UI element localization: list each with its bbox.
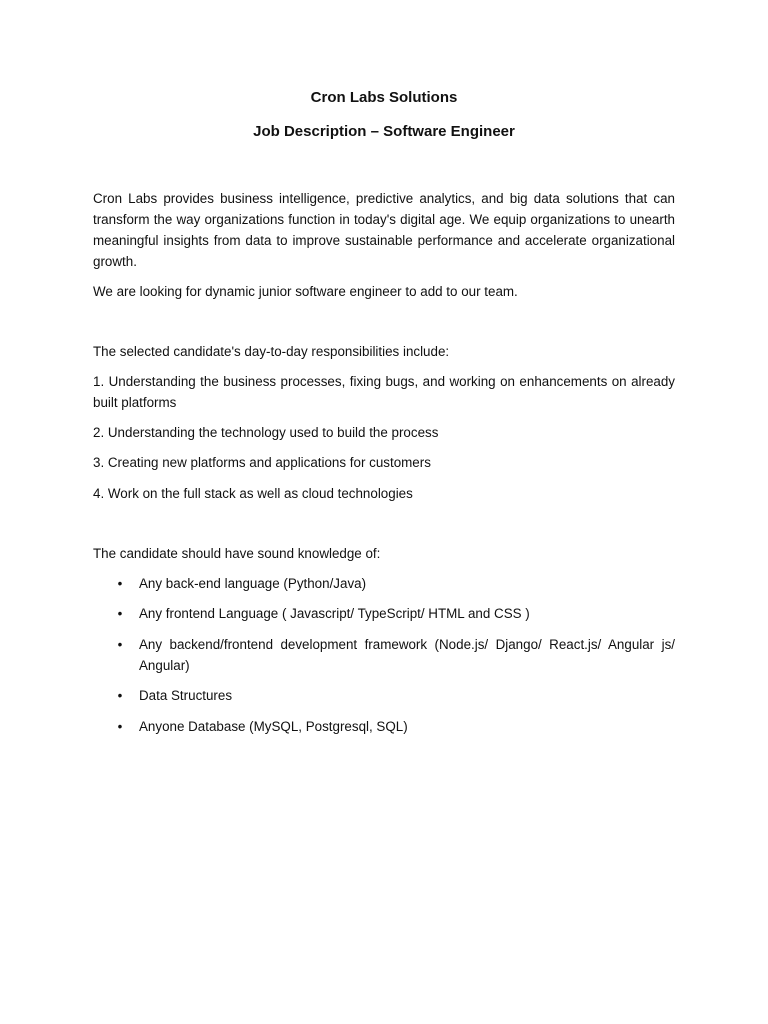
list-item-text: Any frontend Language ( Javascript/ TypeScript/ HTML and CSS ) bbox=[139, 606, 530, 621]
bullet-icon: • bbox=[117, 576, 123, 591]
responsibility-item: 2. Understanding the technology used to build the process bbox=[93, 425, 439, 440]
responsibility-item: 1. Understanding the business processes, fixing bugs, and working on enhancements on already built platforms bbox=[93, 374, 675, 410]
company-name: Cron Labs Solutions bbox=[310, 89, 458, 106]
responsibilities-heading: The selected candidate's day-to-day responsibilities include: bbox=[93, 344, 450, 359]
responsibility-item: 4. Work on the full stack as well as cloud technologies bbox=[93, 486, 413, 501]
intro-paragraph: Cron Labs provides business intelligence, predictive analytics, and big data solutions that can transform the way organizations function in today's digital age. We equip organizations to unearth meaningful insights from data to improve sustainable performance and accelerate organizational growth. bbox=[93, 191, 675, 269]
document-title: Job Description – Software Engineer bbox=[253, 123, 515, 140]
bullet-icon: • bbox=[117, 688, 123, 703]
bullet-icon: • bbox=[117, 637, 123, 652]
list-item-text: Any back-end language (Python/Java) bbox=[139, 576, 367, 591]
knowledge-heading: The candidate should have sound knowledge of: bbox=[93, 546, 381, 561]
looking-for-paragraph: We are looking for dynamic junior software engineer to add to our team. bbox=[93, 284, 518, 299]
list-item-text: Anyone Database (MySQL, Postgresql, SQL) bbox=[139, 719, 408, 734]
list-item-text: Any backend/frontend development framework (Node.js/ Django/ React.js/ Angular js/ Angular) bbox=[139, 637, 675, 673]
bullet-icon: • bbox=[117, 606, 123, 621]
list-item-text: Data Structures bbox=[139, 688, 233, 703]
responsibility-item: 3. Creating new platforms and applications for customers bbox=[93, 455, 431, 470]
bullet-icon: • bbox=[117, 719, 123, 734]
